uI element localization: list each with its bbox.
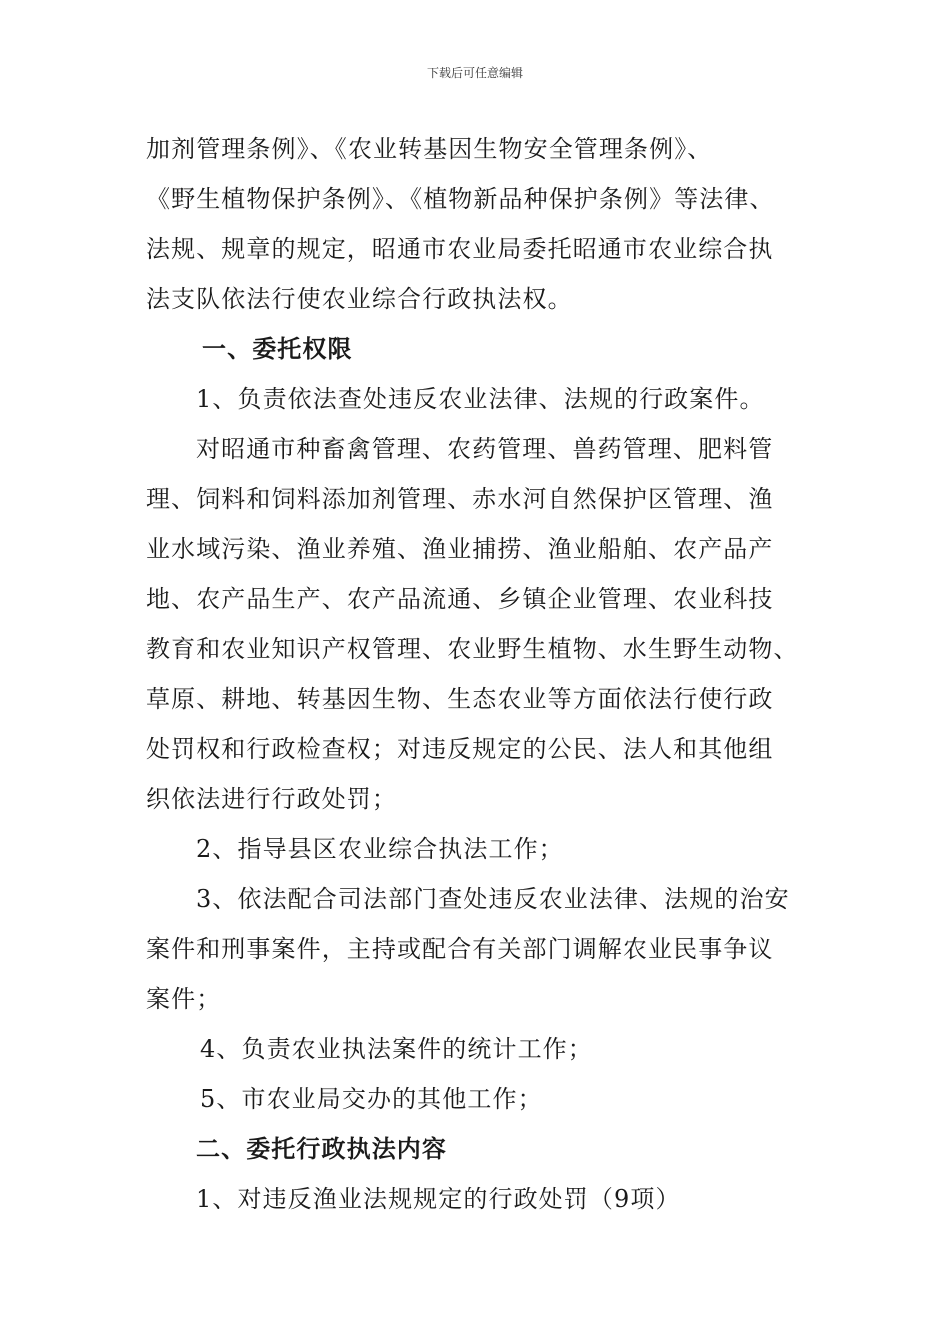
section1-title: 一、委托权限 <box>202 335 353 363</box>
document-body <box>146 124 806 1224</box>
section2-title: 二、委托行政执法内容 <box>196 1135 447 1163</box>
section1-item5: 5、市农业局交办的其他工作； <box>200 1085 543 1113</box>
section1-item2: 2、指导县区农业综合执法工作； <box>196 835 564 863</box>
section1-detail-line: 教育和农业知识产权管理、农业野生植物、水生野生动物、 <box>146 635 799 663</box>
section1-detail-line: 对昭通市种畜禽管理、农药管理、兽药管理、肥料管 <box>196 435 774 463</box>
section1-item4: 4、负责农业执法案件的统计工作； <box>200 1035 593 1063</box>
section1-detail-line: 织依法进行行政处罚； <box>146 785 397 813</box>
section1-item3-line: 案件和刑事案件，主持或配合有关部门调解农业民事争议 <box>146 935 774 963</box>
section1-detail-line: 处罚权和行政检查权；对违反规定的公民、法人和其他组 <box>146 735 774 763</box>
intro-line: 法支队依法行使农业综合行政执法权。 <box>146 285 573 313</box>
section1-item3-line: 案件； <box>146 985 222 1013</box>
intro-line: 法规、规章的规定，昭通市农业局委托昭通市农业综合执 <box>146 235 774 263</box>
section1-item3-line: 3、依法配合司法部门查处违反农业法律、法规的治安 <box>196 885 790 913</box>
section1-detail-line: 地、农产品生产、农产品流通、乡镇企业管理、农业科技 <box>146 585 774 613</box>
section1-detail-line: 业水域污染、渔业养殖、渔业捕捞、渔业船舶、农产品产 <box>146 535 774 563</box>
intro-line: 《野生植物保护条例》、《植物新品种保护条例》等法律、 <box>146 185 775 213</box>
section1-item1: 1、负责依法查处违反农业法律、法规的行政案件。 <box>196 385 765 413</box>
section2-item1: 1、对违反渔业法规规定的行政处罚（9项） <box>196 1185 681 1213</box>
section1-detail-line: 草原、耕地、转基因生物、生态农业等方面依法行使行政 <box>146 685 774 713</box>
intro-line: 加剂管理条例》、《农业转基因生物安全管理条例》、 <box>146 135 713 163</box>
page-header-note: 下载后可任意编辑 <box>426 66 523 80</box>
section1-detail-line: 理、饲料和饲料添加剂管理、赤水河自然保护区管理、渔 <box>146 485 774 513</box>
